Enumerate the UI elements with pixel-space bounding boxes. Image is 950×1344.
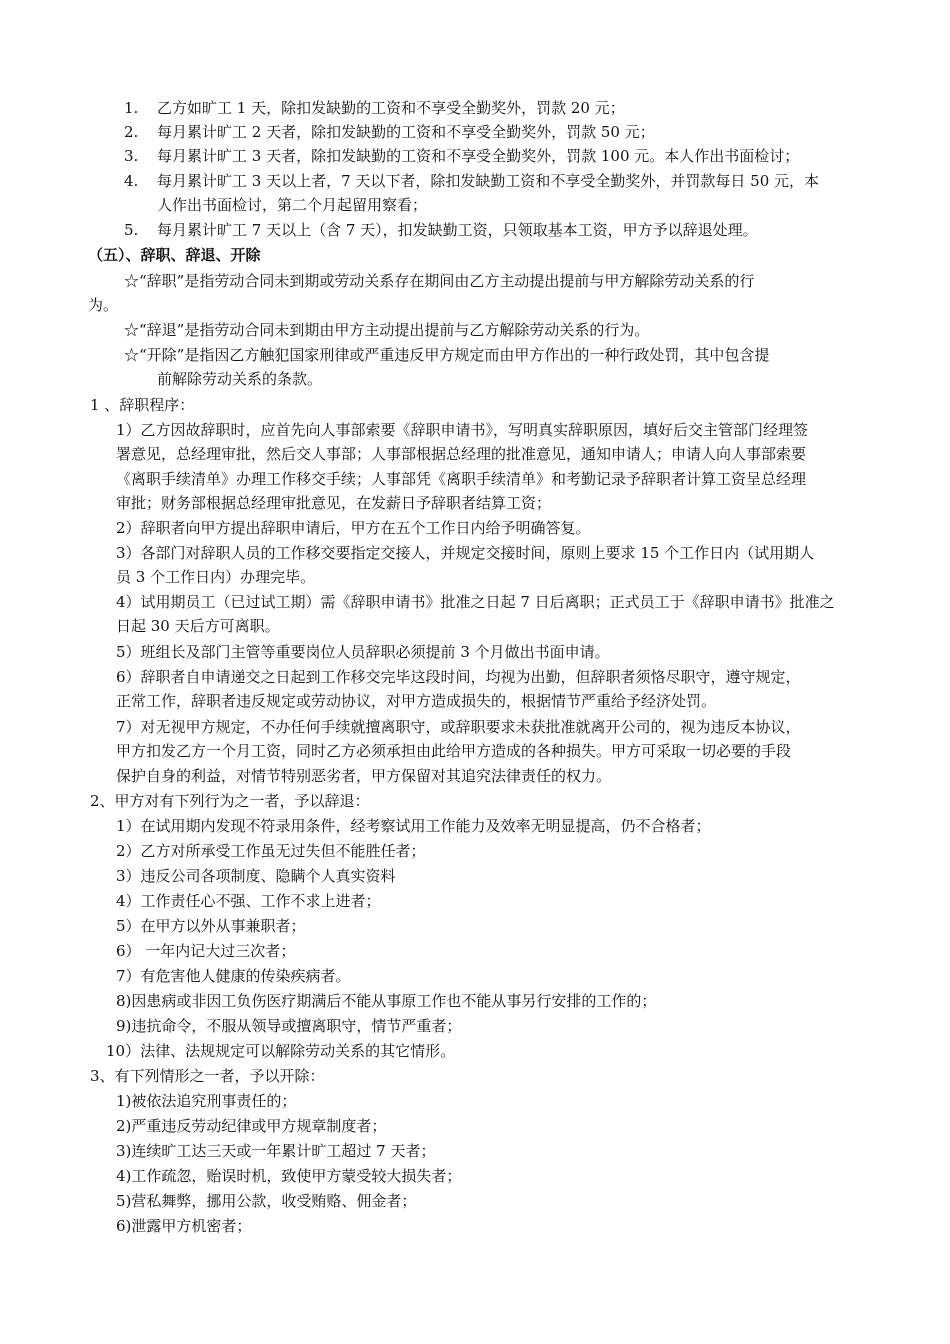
list-item: 2)严重违反劳动纪律或甲方规章制度者； [116,1117,387,1135]
list-item: 5)营私舞弊，挪用公款，收受贿赂、佣金者； [116,1192,417,1210]
definition-resign-cont: 为。 [88,296,119,314]
paragraph-line: 审批；财务部根据总经理审批意见，在发薪日予辞职者结算工资； [116,494,552,512]
list-item: 4)工作疏忽，贻误时机，致使甲方蒙受较大损失者； [116,1167,462,1185]
list-item: 6） 一年内记大过三次者； [116,942,296,960]
paragraph-line: 7）对无视甲方规定，不办任何手续就擅离职守，或辞职要求未获批准就离开公司的，视为违反本协议， [116,718,801,736]
list-item: 8)因患病或非因工负伤医疗期满后不能从事原工作也不能从事另行安排的工作的； [116,992,657,1010]
list-item: 1)被依法追究刑事责任的； [116,1092,297,1110]
paragraph-line: 3）各部门对辞职人员的工作移交要指定交接人，并规定交接时间，原则上要求 15 个工作日内（试用期人 [116,544,815,562]
paragraph-line: 6）辞职者自申请递交之日起到工作移交完毕这段时间，均视为出勤，但辞职者须恪尽职守，遵守规定， [116,668,801,686]
paragraph-line: 5）班组长及部门主管等重要岗位人员辞职必须提前 3 个月做出书面申请。 [116,643,610,661]
subsection-heading: 2、甲方对有下列行为之一者，予以辞退： [90,792,370,810]
list-item: 1. 乙方如旷工 1 天，除扣发缺勤的工资和不享受全勤奖外，罚款 20 元； [124,99,625,117]
list-item: 4）工作责任心不强、工作不求上进者； [116,892,381,910]
paragraph-line: 保护自身的利益，对情节特别恶劣者，甲方保留对其追究法律责任的权力。 [116,767,612,785]
subsection-heading: 3、有下列情形之一者，予以开除： [90,1067,325,1085]
paragraph-line: 1）乙方因故辞职时，应首先向人事部索要《辞职申请书》，写明真实辞职原因，填好后交主管部门经理签 [116,421,809,439]
definition-expel: ☆“开除”是指因乙方触犯国家刑律或严重违反甲方规定而由甲方作出的一种行政处罚，其中包含提 [124,346,770,364]
list-item: 2）乙方对所承受工作虽无过失但不能胜任者； [116,842,426,860]
paragraph-line: 员 3 个工作日内）办理完毕。 [116,568,316,586]
list-item: 6)泄露甲方机密者； [116,1217,252,1235]
list-item: 5）在甲方以外从事兼职者； [116,917,306,935]
definition-resign: ☆“辞职”是指劳动合同未到期或劳动关系存在期间由乙方主动提出提前与甲方解除劳动关系的行 [124,272,755,290]
section-title: （五）、辞职、辞退、开除 [88,246,261,264]
definition-expel-cont: 前解除劳动关系的条款。 [157,370,323,388]
paragraph-line: 甲方扣发乙方一个月工资，同时乙方必须承担由此给甲方造成的各种损失。甲方可采取一切必要的手段 [116,742,792,760]
subsection-heading: 1 、辞职程序： [90,396,195,414]
list-item-continuation: 人作出书面检讨，第二个月起留用察看； [157,196,428,214]
list-item: 7）有危害他人健康的传染疾病者。 [116,967,351,985]
paragraph-line: 2）辞职者向甲方提出辞职申请后，甲方在五个工作日内给予明确答复。 [116,519,591,537]
list-item: 5. 每月累计旷工 7 天以上（含 7 天），扣发缺勤工资，只领取基本工资，甲方予以辞退处理。 [124,221,758,239]
paragraph-line: 正常工作，辞职者违反规定或劳动协议，对甲方造成损失的，根据情节严重给予经济处罚。 [116,692,717,710]
list-item: 3）违反公司各项制度、隐瞒个人真实资料 [116,867,396,885]
list-item: 2. 每月累计旷工 2 天者，除扣发缺勤的工资和不享受全勤奖外，罚款 50 元； [124,123,655,141]
list-item: 9)违抗命令，不服从领导或擅离职守，情节严重者； [116,1017,462,1035]
paragraph-line: 日起 30 天后方可离职。 [116,617,280,635]
list-item: 1）在试用期内发现不符录用条件，经考察试用工作能力及效率无明显提高，仍不合格者； [116,817,711,835]
paragraph-line: 署意见，总经理审批，然后交人事部；人事部根据总经理的批准意见，通知申请人；申请人向人事部索要 [116,445,807,463]
paragraph-line: 4）试用期员工（已过试工期）需《辞职申请书》批准之日起 7 日后离职；正式员工于《辞职申请书》批准之 [116,593,835,611]
list-item: 3)连续旷工达三天或一年累计旷工超过 7 天者； [116,1142,436,1160]
paragraph-line: 《离职手续清单》办理工作移交手续；人事部凭《离职手续清单》和考勤记录予辞职者计算工资呈总经理 [116,470,807,488]
list-item: 4. 每月累计旷工 3 天以上者，7 天以下者，除扣发缺勤工资和不享受全勤奖外，并罚款每日 50 元，本 [124,172,820,190]
definition-dismiss: ☆“辞退”是指劳动合同未到期由甲方主动提出提前与乙方解除劳动关系的行为。 [124,321,650,339]
list-item: 3. 每月累计旷工 3 天者，除扣发缺勤的工资和不享受全勤奖外，罚款 100 元。本人作出书面检讨； [124,147,800,165]
list-item: 10）法律、法规规定可以解除劳动关系的其它情形。 [106,1042,456,1060]
